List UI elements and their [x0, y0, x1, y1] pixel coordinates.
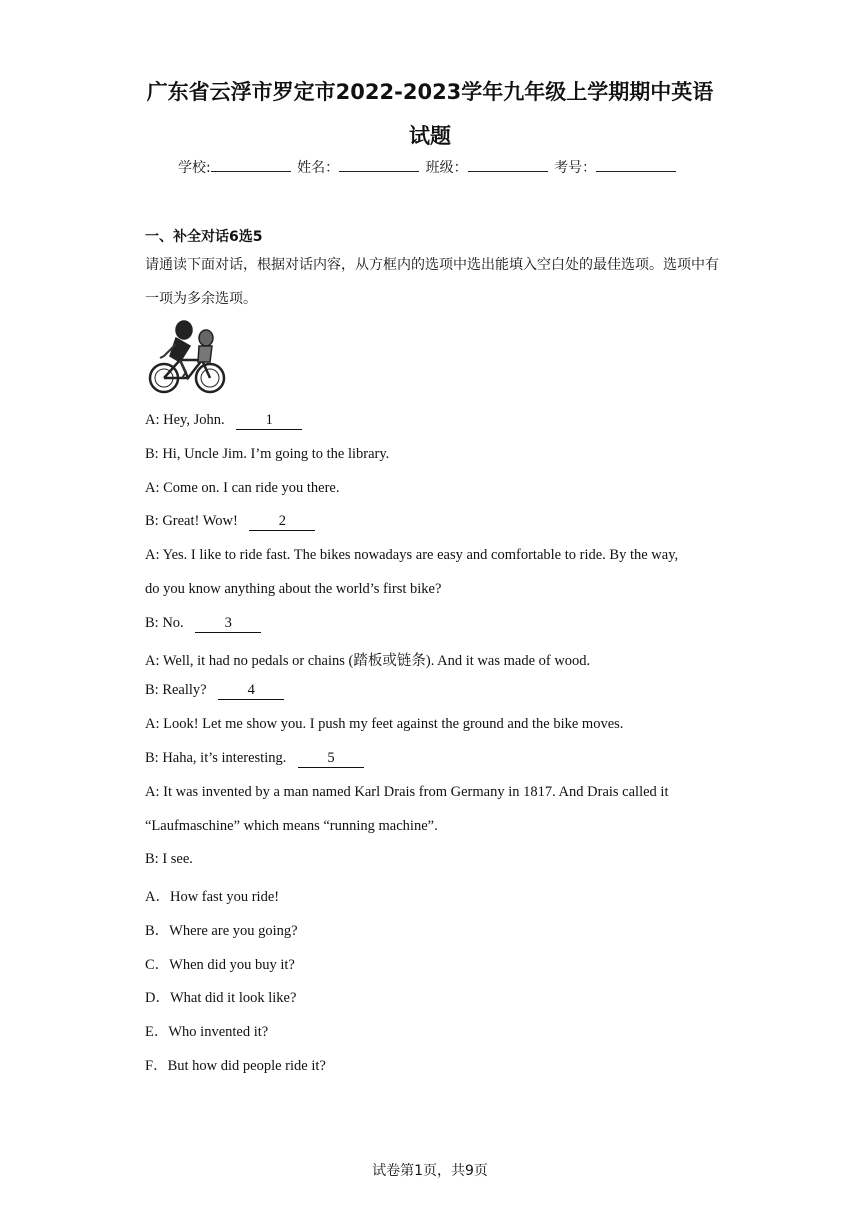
student-info-row	[178, 157, 678, 177]
answer-option: F．But how did people ride it?	[145, 1058, 326, 1074]
page-title-line-2: 试题	[409, 124, 451, 148]
class-blank	[468, 157, 548, 172]
answer-blank: 3	[195, 615, 261, 633]
dialogue-text: do you know anything about the world’s first bike?	[145, 581, 442, 597]
bicycle-illustration	[146, 316, 228, 396]
page-title-line-1: 广东省云浮市罗定市2022-2023学年九年级上学期期中英语	[146, 80, 714, 104]
answer-option: C．When did you buy it?	[145, 956, 295, 973]
dialogue-line	[145, 649, 590, 670]
dialogue-text: B: No.	[145, 614, 188, 631]
dialogue-line	[145, 513, 315, 531]
exam-no-label: 考号：	[554, 160, 597, 176]
answer-option: A．How fast you ride!	[145, 889, 280, 905]
name-label: 姓名：	[297, 160, 340, 176]
dialogue-line	[145, 615, 261, 633]
dialogue-line	[145, 480, 339, 497]
dialogue-line	[145, 547, 678, 564]
dialogue-text: B: Hi, Uncle Jim. I’m going to the library.	[145, 445, 390, 462]
dialogue-text: “Laufmaschine” which means “running machine”.	[145, 817, 438, 834]
answer-option: D．What did it look like?	[145, 990, 297, 1007]
answer-blank: 4	[218, 682, 284, 700]
dialogue-line	[145, 818, 438, 835]
school-blank	[211, 157, 291, 172]
dialogue-text: B: Great! Wow!	[145, 513, 242, 530]
answer-blank: 1	[236, 412, 302, 430]
answer-blank: 5	[298, 750, 364, 768]
answer-blank: 2	[249, 513, 315, 531]
answer-option: B．Where are you going?	[145, 922, 298, 939]
dialogue-line	[145, 716, 623, 733]
dialogue-text: A: It was invented by a man named Karl Drais from Germany in 1817. And Drais called it	[145, 783, 669, 800]
name-blank	[339, 157, 419, 172]
dialogue-text: B: I see.	[145, 851, 193, 868]
dialogue-text: A: Come on. I can ride you there.	[145, 479, 340, 496]
dialogue-text: B: Really?	[145, 682, 211, 699]
dialogue-text: A: Well, it had no pedals or chains (踏板或链条). And it was made of wood.	[145, 652, 591, 669]
instructions: 请通读下面对话，根据对话内容，从方框内的选项中选出能填入空白处的最佳选项。选项中有一项为多余选项。	[145, 257, 719, 307]
dialogue-line	[145, 851, 193, 868]
dialogue-line	[145, 446, 389, 463]
dialogue-text: B: Haha, it’s interesting.	[145, 750, 290, 766]
answer-option: E．Who invented it?	[145, 1024, 269, 1041]
dialogue-text: A: Yes. I like to ride fast. The bikes nowadays are easy and comfortable to ride. By the way,	[145, 547, 679, 564]
dialogue-text: A: Look! Let me show you. I push my feet against the ground and the bike moves.	[145, 716, 624, 733]
dialogue-line	[145, 581, 441, 598]
exam-no-blank	[596, 157, 676, 172]
class-label: 班级：	[425, 160, 468, 176]
dialogue-line	[145, 750, 364, 768]
dialogue-text: A: Hey, John.	[145, 412, 229, 428]
school-label: 学校:	[178, 160, 211, 176]
section-heading: 一、补全对话6选5	[145, 229, 263, 245]
page-footer: 试卷第1页，共9页	[372, 1163, 488, 1179]
dialogue-line	[145, 784, 668, 801]
dialogue-line	[145, 682, 284, 700]
dialogue-line	[145, 412, 302, 430]
